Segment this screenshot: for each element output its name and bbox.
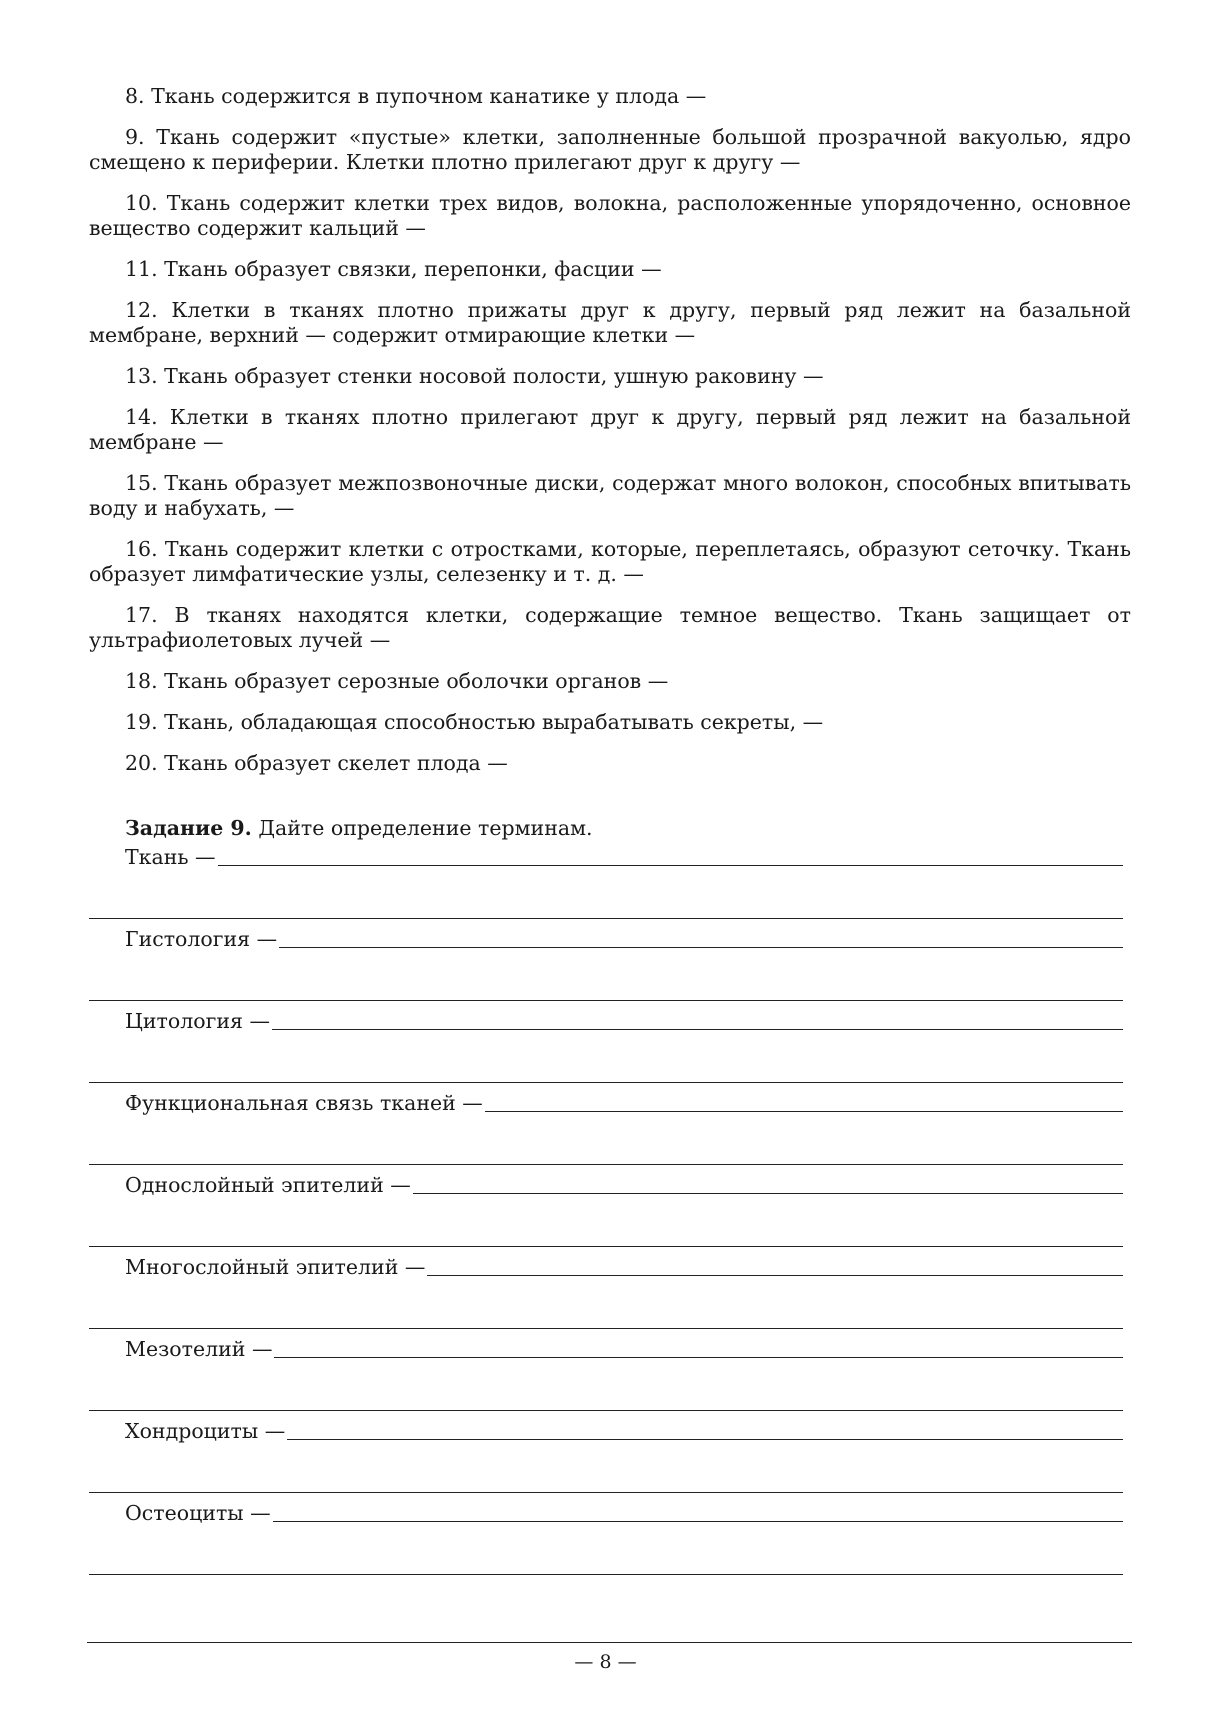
term-label: Многослойный эпителий — bbox=[125, 1255, 426, 1279]
term-label: Гистология — bbox=[125, 927, 278, 951]
term-label: Функциональная связь тканей — bbox=[125, 1091, 483, 1115]
answer-line[interactable] bbox=[413, 1193, 1123, 1194]
question-item: 14. Клетки в тканях плотно прилегают друг к другу, первый ряд лежит на базальной мембране — bbox=[89, 405, 1131, 454]
definition-single-layer-epithelium bbox=[89, 1168, 1123, 1247]
answer-line[interactable] bbox=[89, 1082, 1123, 1083]
answer-line[interactable] bbox=[89, 1328, 1123, 1329]
definition-tkan bbox=[89, 840, 1123, 919]
definition-mesothelium bbox=[89, 1332, 1123, 1411]
answer-line[interactable] bbox=[427, 1275, 1123, 1276]
term-label: Ткань — bbox=[125, 845, 216, 869]
definition-functional-link bbox=[89, 1086, 1123, 1165]
answer-line[interactable] bbox=[89, 1574, 1123, 1575]
answer-line[interactable] bbox=[287, 1439, 1123, 1440]
footer-divider bbox=[87, 1642, 1132, 1643]
task-text: Дайте определение терминам. bbox=[251, 816, 593, 840]
task-heading bbox=[125, 816, 593, 841]
answer-line[interactable] bbox=[274, 1357, 1123, 1358]
answer-line[interactable] bbox=[89, 1246, 1123, 1247]
term-label: Остеоциты — bbox=[125, 1501, 271, 1525]
question-item: 8. Ткань содержится в пупочном канатике у плода — bbox=[125, 84, 707, 108]
term-label: Цитология — bbox=[125, 1009, 270, 1033]
answer-line[interactable] bbox=[279, 947, 1123, 948]
question-item: 12. Клетки в тканях плотно прижаты друг к другу, первый ряд лежит на базальной мембране, верхний — содержит отмирающие клетки — bbox=[89, 298, 1131, 347]
answer-line[interactable] bbox=[89, 918, 1123, 919]
answer-line[interactable] bbox=[272, 1029, 1123, 1030]
answer-line[interactable] bbox=[273, 1521, 1123, 1522]
answer-line[interactable] bbox=[89, 1164, 1123, 1165]
question-item: 18. Ткань образует серозные оболочки органов — bbox=[125, 669, 669, 693]
answer-line[interactable] bbox=[89, 1492, 1123, 1493]
definition-chondrocytes bbox=[89, 1414, 1123, 1493]
definition-cytology bbox=[89, 1004, 1123, 1083]
question-item: 16. Ткань содержит клетки с отростками, которые, переплетаясь, образуют сеточку. Ткань образует лимфатические узлы, селезенку и т. д. — bbox=[89, 537, 1131, 586]
definition-multi-layer-epithelium bbox=[89, 1250, 1123, 1329]
question-item: 19. Ткань, обладающая способностью вырабатывать секреты, — bbox=[125, 710, 824, 734]
definition-histology bbox=[89, 922, 1123, 1001]
question-item: 13. Ткань образует стенки носовой полости, ушную раковину — bbox=[125, 364, 824, 388]
question-item: 20. Ткань образует скелет плода — bbox=[125, 751, 508, 775]
question-item: 15. Ткань образует межпозвоночные диски, содержат много волокон, способных впитывать воду и набухать, — bbox=[89, 471, 1131, 520]
page-number: — 8 — bbox=[574, 1651, 637, 1673]
question-item: 17. В тканях находятся клетки, содержащие темное вещество. Ткань защищает от ультрафиолетовых лучей — bbox=[89, 603, 1131, 652]
answer-line[interactable] bbox=[89, 1410, 1123, 1411]
question-item: 9. Ткань содержит «пустые» клетки, заполненные большой прозрачной вакуолью, ядро смещено к периферии. Клетки плотно прилегают друг к другу — bbox=[89, 125, 1131, 174]
term-label: Мезотелий — bbox=[125, 1337, 273, 1361]
question-item: 11. Ткань образует связки, перепонки, фасции — bbox=[125, 257, 662, 281]
question-list bbox=[89, 84, 1131, 776]
answer-line[interactable] bbox=[89, 1000, 1123, 1001]
definition-osteocytes bbox=[89, 1496, 1123, 1575]
term-label: Однослойный эпителий — bbox=[125, 1173, 411, 1197]
answer-line[interactable] bbox=[485, 1111, 1123, 1112]
task-label: Задание 9. bbox=[125, 816, 252, 840]
question-item: 10. Ткань содержит клетки трех видов, волокна, расположенные упорядоченно, основное вещество содержит кальций — bbox=[89, 191, 1131, 240]
answer-line[interactable] bbox=[218, 865, 1123, 866]
term-label: Хондроциты — bbox=[125, 1419, 286, 1443]
